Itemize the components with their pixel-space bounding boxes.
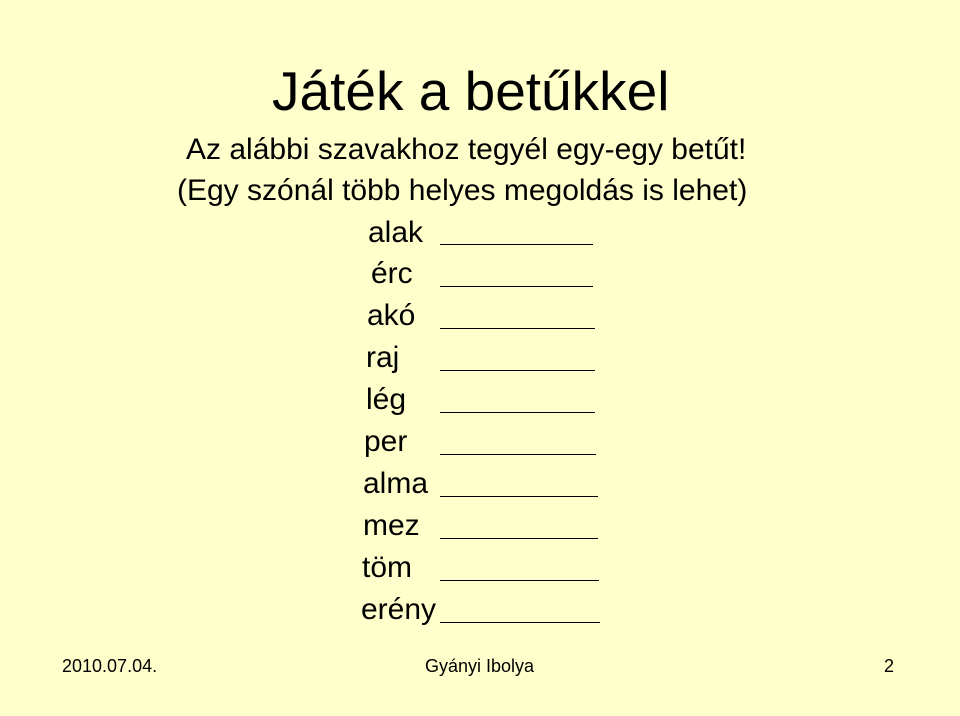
word-item: akó [367, 299, 416, 332]
answer-blank [440, 412, 595, 413]
instruction-note: (Egy szónál több helyes megoldás is lehet) [177, 174, 748, 207]
instruction-text: Az alábbi szavakhoz tegyél egy-egy betűt! [186, 133, 747, 166]
word-item: érc [371, 257, 413, 290]
footer-date: 2010.07.04. [62, 656, 158, 676]
word-item: erény [361, 593, 437, 626]
footer-author: Gyányi Ibolya [425, 656, 535, 676]
answer-blank [440, 622, 600, 623]
word-item: mez [363, 509, 420, 542]
answer-blank [440, 244, 593, 245]
word-item: alma [363, 467, 429, 500]
answer-blank [440, 328, 595, 329]
word-item: alak [368, 216, 424, 249]
answer-blank [440, 454, 596, 455]
page-number: 2 [884, 656, 895, 676]
answer-blank [440, 580, 599, 581]
word-item: per [364, 425, 408, 458]
word-item: töm [362, 551, 413, 584]
answer-blank [440, 370, 595, 371]
word-item: raj [366, 341, 400, 374]
answer-blank [440, 538, 598, 539]
word-item: lég [366, 383, 407, 416]
answer-blank [440, 496, 598, 497]
slide-title: Játék a betűkkel [272, 60, 670, 122]
answer-blank [440, 286, 593, 287]
